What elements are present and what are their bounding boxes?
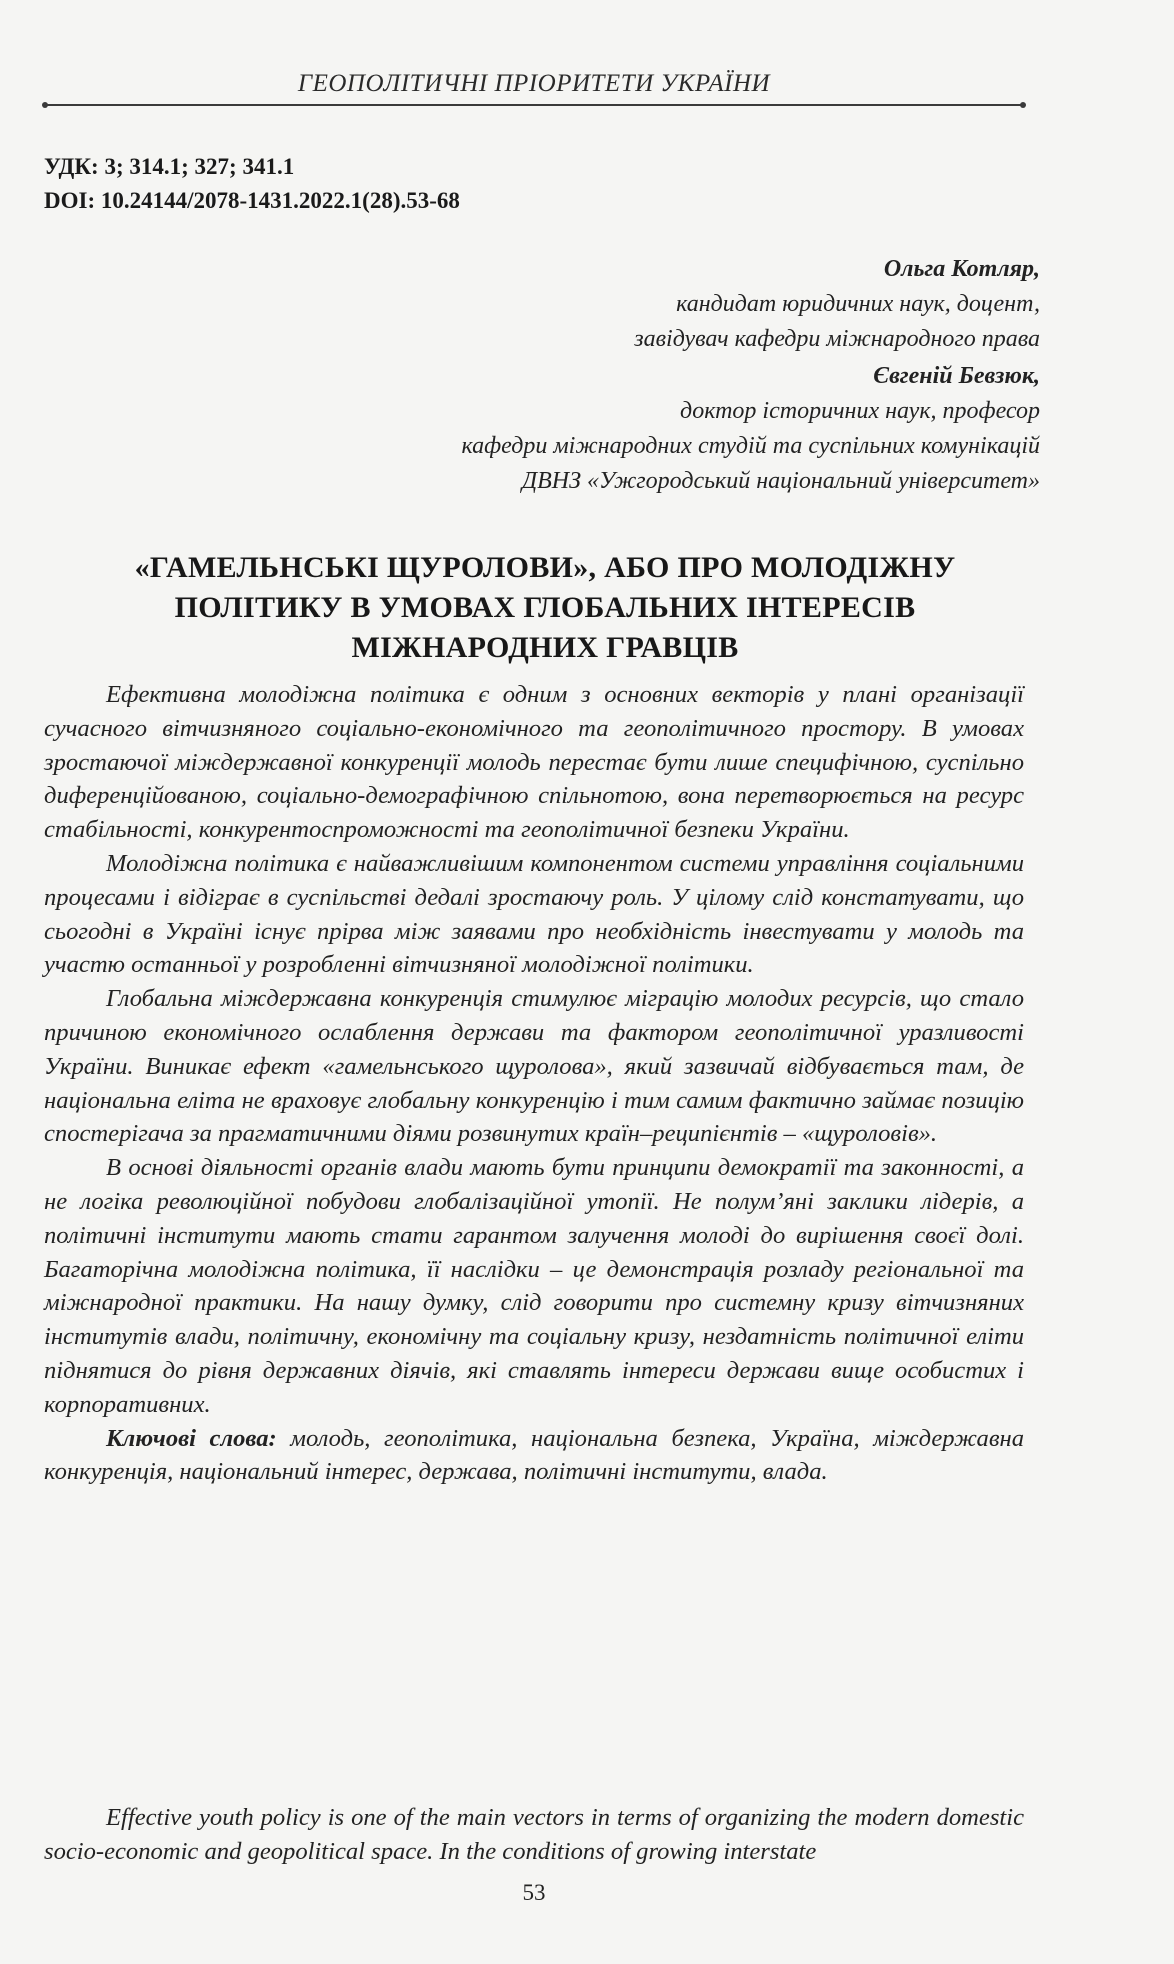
abstract-paragraph: Ефективна молодіжна політика є одним з основних векторів у плані організації сучасного вітчизняного соціально-економічного та геополітичного простору. В умовах зростаючої міждержавної конкуренції молодь перестає бути лише специфічною, суспільно диференційованою, соціально-демографічною спільнотою, вона перетворюється на ресурс стабільності, конкурентоспроможності та геополітичної безпеки України. bbox=[44, 681, 1024, 844]
title-line: «ГАМЕЛЬНСЬКІ ЩУРОЛОВИ», АБО ПРО МОЛОДІЖНУ bbox=[134, 551, 956, 584]
author-affiliation-line: доктор історичних наук, професор bbox=[680, 398, 1040, 424]
author-affiliation-line: кандидат юридичних наук, доцент, bbox=[676, 291, 1040, 317]
authors-block bbox=[240, 252, 1040, 499]
article-title bbox=[60, 548, 1030, 668]
article-meta bbox=[44, 150, 460, 218]
udk-line: УДК: 3; 314.1; 327; 341.1 bbox=[44, 154, 295, 179]
title-line: МІЖНАРОДНИХ ГРАВЦІВ bbox=[351, 631, 739, 664]
title-line: ПОЛІТИКУ В УМОВАХ ГЛОБАЛЬНИХ ІНТЕРЕСІВ bbox=[174, 591, 916, 624]
header-rule bbox=[44, 104, 1024, 106]
abstract-paragraph: В основі діяльності органів влади мають бути принципи демократії та законності, а не логіка революційної побудови глобалізаційної утопії. Не полум’яні заклики лідерів, а політичні інститути мають стати гарантом залучення молоді до вирішення своєї долі. Багаторічна молодіжна політика, її наслідки – це демонстрація розладу регіональної та міжнародної практики. На нашу думку, слід говорити про системну кризу вітчизняних інститутів влади, політичну, економічну та соціальну кризу, нездатність політичної еліти піднятися до рівня державних діячів, які ставлять інтереси держави вище особистих і корпоративних. bbox=[44, 1154, 1024, 1418]
keywords-label: Ключові слова: bbox=[106, 1424, 277, 1452]
author-affiliation-line: кафедри міжнародних студій та суспільних комунікацій bbox=[461, 433, 1040, 459]
author-name: Євгеній Бевзюк, bbox=[873, 363, 1040, 389]
abstract-ukrainian bbox=[44, 678, 1024, 1489]
keywords-list: молодь, геополітика, національна безпека, Україна, міждержавна конкуренція, національний інтерес, держава, політичні інститути, влада. bbox=[44, 1424, 1024, 1486]
abstract-paragraph: Глобальна міждержавна конкуренція стимулює міграцію молодих ресурсів, що стало причиною економічного ослаблення держави та фактором геополітичної уразливості України. Виникає ефект «гамельнського щуролова», який зазвичай відбувається там, де національна еліта не враховує глобальну конкуренцію і тим самим фактично займає позицію спостерігача за прагматичними діями розвинутих країн–реципієнтів – «щуроловів». bbox=[44, 985, 1024, 1148]
abstract-english bbox=[44, 1801, 1024, 1869]
abstract-paragraph: Effective youth policy is one of the main vectors in terms of organizing the modern domestic socio-economic and geopolitical space. In the conditions of growing interstate bbox=[44, 1804, 1024, 1865]
keywords-paragraph bbox=[44, 1422, 1024, 1490]
author-affiliation-line: ДВНЗ «Ужгородський національний університет» bbox=[521, 468, 1040, 494]
doi-line: DOI: 10.24144/2078-1431.2022.1(28).53-68 bbox=[44, 188, 460, 213]
abstract-paragraph: Молодіжна політика є найважливішим компонентом системи управління соціальними процесами і відіграє в суспільстві дедалі зростаючу роль. У цілому слід констатувати, що сьогодні в Україні існує прірва між заявами про необхідність інвестувати у молодь та участю останньої у розробленні вітчизняної молодіжної політики. bbox=[44, 849, 1024, 979]
author-affiliation-line: завідувач кафедри міжнародного права bbox=[634, 326, 1040, 352]
page-number: 53 bbox=[522, 1880, 546, 1905]
author-name: Ольга Котляр, bbox=[883, 256, 1040, 282]
running-head: ГЕОПОЛІТИЧНІ ПРІОРИТЕТИ УКРАЇНИ bbox=[297, 70, 771, 97]
